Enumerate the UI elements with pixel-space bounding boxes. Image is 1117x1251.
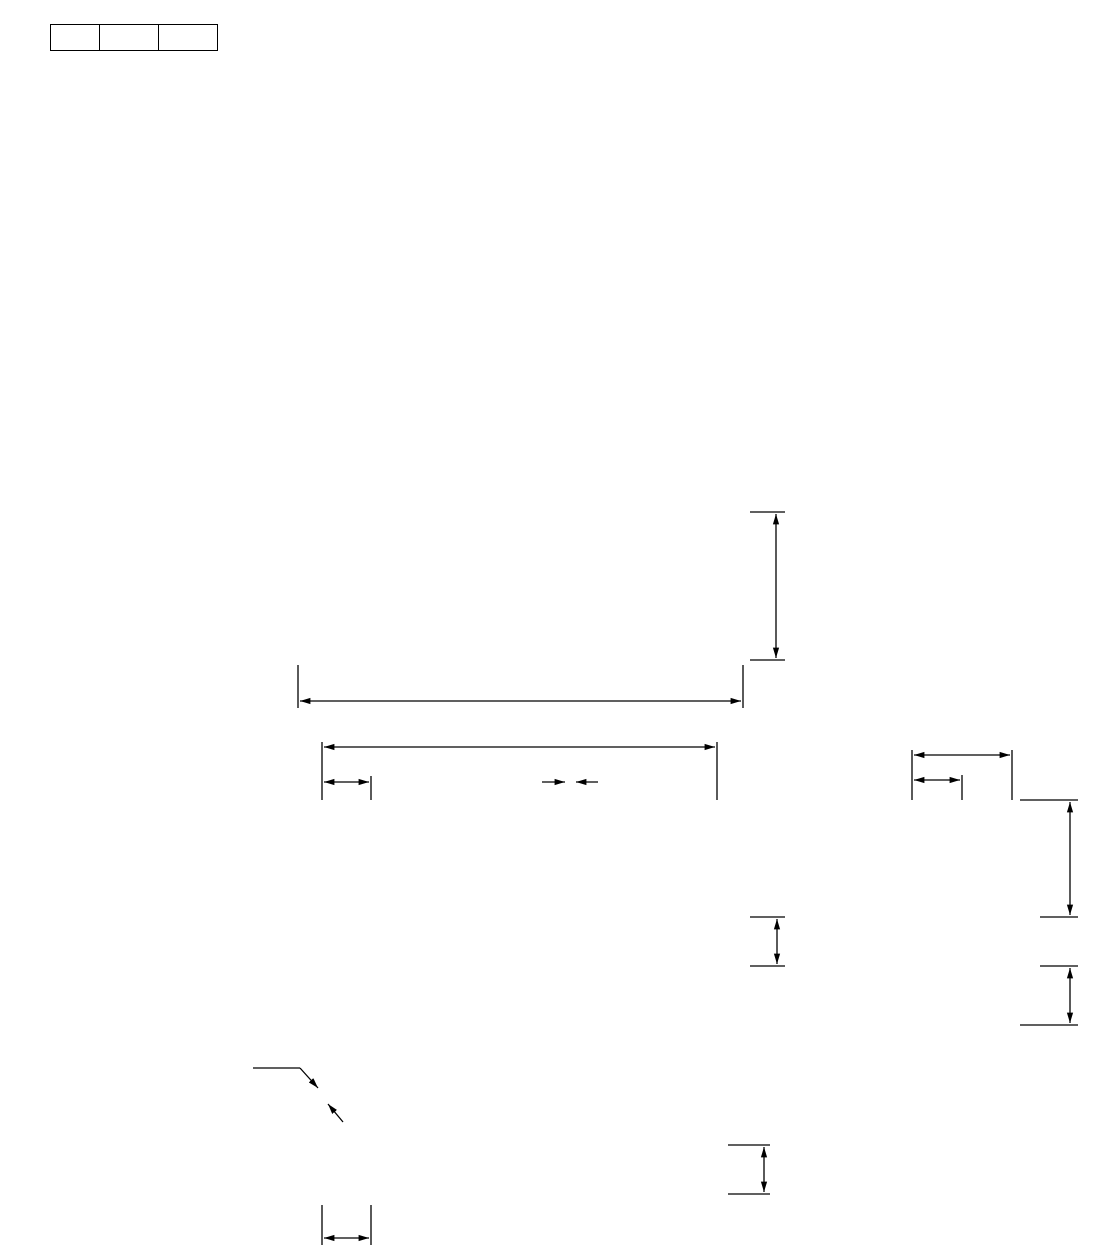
pcb-dimensions [253,1068,770,1245]
top-view-dimensions [298,512,785,708]
side-view-dimensions [912,750,1078,1025]
front-view-dimensions [322,742,785,966]
